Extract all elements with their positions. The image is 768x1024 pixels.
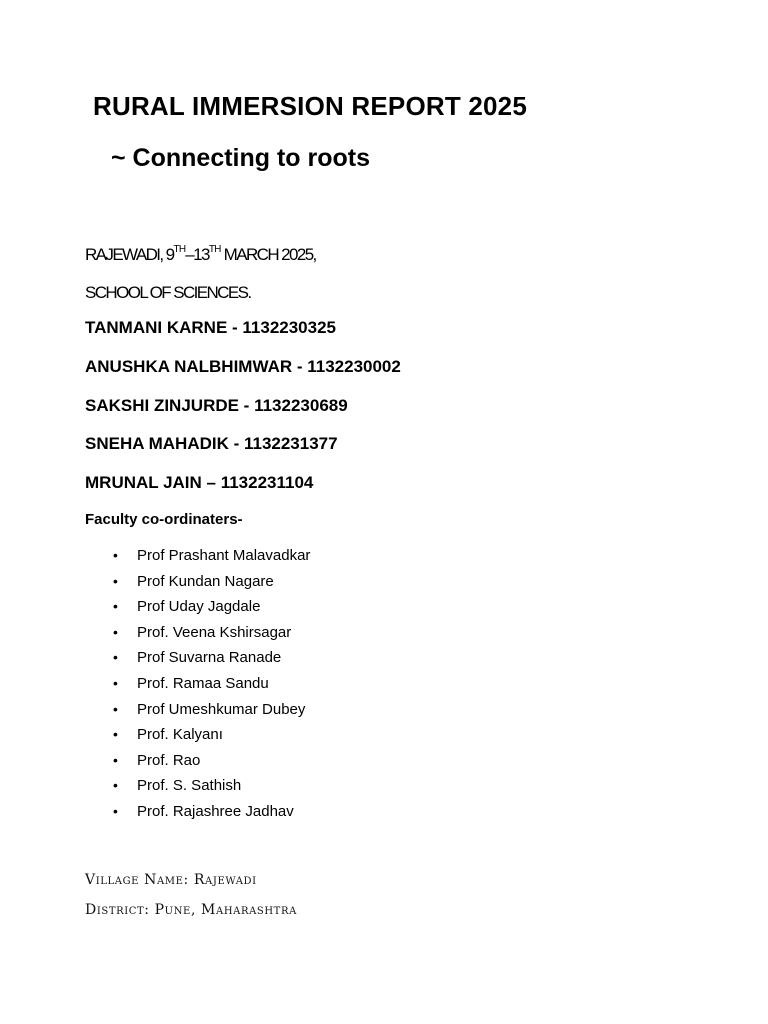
student-entry: SAKSHI ZINJURDE - 1132230689	[85, 396, 348, 415]
place-middle: –13	[185, 245, 209, 264]
faculty-name: Prof. Rajashree Jadhav	[137, 802, 294, 820]
bullet-icon: •	[113, 777, 118, 794]
place-and-dates	[85, 244, 316, 265]
student-entry: ANUSHKA NALBHIMWAR - 1132230002	[85, 357, 401, 376]
village-name: Village Name: Rajewadi	[85, 872, 257, 888]
bullet-icon: •	[113, 751, 118, 768]
faculty-item	[113, 773, 310, 799]
student-entry: TANMANI KARNE - 1132230325	[85, 318, 336, 337]
faculty-name: Prof Uday Jagdale	[137, 598, 261, 616]
place-suffix: MARCH 2025,	[220, 245, 316, 264]
faculty-item	[113, 671, 310, 697]
faculty-name: Prof Suvarna Ranade	[137, 649, 282, 667]
faculty-name: Prof. Kalyanı	[137, 726, 223, 744]
report-title: RURAL IMMERSION REPORT 2025	[93, 91, 527, 121]
bullet-icon: •	[113, 649, 118, 666]
student-entry: SNEHA MAHADIK - 1132231377	[85, 434, 338, 453]
faculty-item	[113, 799, 310, 825]
date-superscript-start: TH	[173, 244, 186, 255]
faculty-heading: Faculty co-ordinaters-	[85, 511, 243, 528]
school-name: SCHOOL OF SCIENCES.	[85, 283, 251, 302]
bullet-icon: •	[113, 700, 118, 717]
bullet-icon: •	[113, 598, 118, 615]
faculty-item	[113, 722, 310, 748]
bullet-icon: •	[113, 572, 118, 589]
bullet-icon: •	[113, 802, 118, 819]
student-entry: MRUNAL JAIN – 1132231104	[85, 473, 314, 492]
bullet-icon: •	[113, 726, 118, 743]
faculty-item	[113, 697, 310, 723]
faculty-list	[113, 543, 310, 825]
faculty-name: Prof Umeshkumar Dubey	[137, 700, 306, 718]
bullet-icon: •	[113, 623, 118, 640]
faculty-item	[113, 620, 310, 646]
place-prefix: RAJEWADI, 9	[85, 245, 174, 264]
faculty-item	[113, 543, 310, 569]
date-superscript-end: TH	[208, 244, 221, 255]
faculty-item	[113, 594, 310, 620]
faculty-name: Prof Prashant Malavadkar	[137, 547, 311, 564]
faculty-name: Prof. S. Sathish	[137, 777, 242, 795]
district-name: District: Pune, Maharashtra	[85, 902, 297, 918]
report-subtitle: ~ Connecting to roots	[111, 144, 371, 172]
faculty-name: Prof Kundan Nagare	[137, 572, 274, 590]
faculty-item	[113, 569, 310, 595]
faculty-item	[113, 645, 310, 671]
faculty-name: Prof. Rao	[137, 751, 201, 769]
faculty-item	[113, 748, 310, 774]
bullet-icon: •	[113, 547, 118, 563]
faculty-name: Prof. Ramaa Sandu	[137, 674, 269, 692]
bullet-icon: •	[113, 674, 118, 691]
faculty-name: Prof. Veena Kshirsagar	[137, 623, 292, 641]
